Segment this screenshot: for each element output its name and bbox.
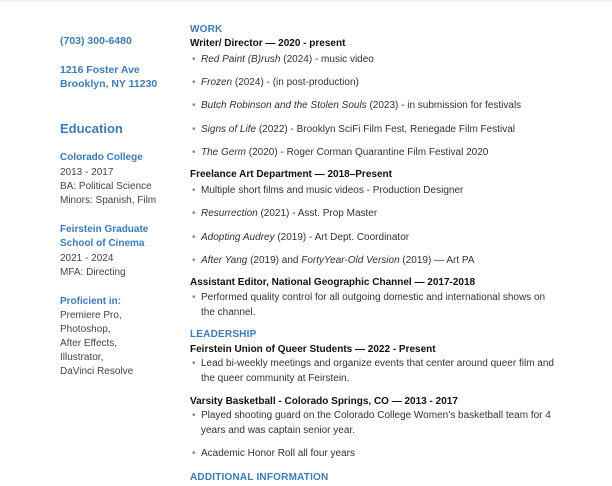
school-1-years: 2013 - 2017	[60, 167, 114, 178]
bullet-icon: •	[192, 124, 196, 135]
list-item: • Butch Robinson and the Stolen Souls (2023) - in submission for festivals	[190, 99, 560, 114]
education-heading: Education	[60, 121, 123, 136]
phone-number: (703) 300-6480	[60, 35, 132, 47]
work-heading: WORK	[190, 24, 223, 35]
bullet-icon: •	[192, 255, 196, 266]
address-line-2: Brooklyn, NY 11230	[60, 78, 158, 90]
school-2-name-line-2: School of Cinema	[60, 238, 145, 249]
list-item: • Resurrection (2021) - Asst. Prop Master	[190, 207, 560, 222]
list-item: • Academic Honor Roll all four years	[190, 447, 560, 462]
job-title: Writer/ Director — 2020 - present	[190, 38, 346, 49]
skill-item: Premiere Pro,	[60, 310, 122, 321]
bullet-icon: •	[192, 77, 196, 88]
leadership-heading: LEADERSHIP	[190, 329, 257, 340]
bullet-icon: •	[192, 54, 196, 65]
job-title: Freelance Art Department — 2018–Present	[190, 169, 392, 180]
school-2-years: 2021 - 2024	[60, 253, 114, 264]
bullet-icon: •	[192, 292, 196, 303]
school-1-degree: BA: Political Science	[60, 181, 152, 192]
bullet-icon: •	[192, 147, 196, 158]
job-title: Varsity Basketball - Colorado Springs, CO — 2013 - 2017	[190, 396, 458, 407]
list-item: • Red Paint (B)rush (2024) - music video	[190, 53, 560, 68]
bullet-icon: •	[192, 358, 196, 369]
page-top-border	[0, 0, 612, 2]
list-item: • Played shooting guard on the Colorado College Women’s basketball team for 4 years and was captain senior year.	[192, 410, 551, 436]
bullet-icon: •	[192, 448, 196, 459]
school-2-degree: MFA: Directing	[60, 267, 126, 278]
list-item: • Performed quality control for all outgoing domestic and international shows on the channel.	[192, 292, 546, 318]
bullet-icon: •	[192, 208, 196, 219]
bullet-icon: •	[192, 232, 196, 243]
address-line-1: 1216 Foster Ave	[60, 64, 140, 76]
school-1-name: Colorado College	[60, 152, 143, 163]
proficient-heading: Proficient in:	[60, 296, 122, 307]
skill-item: Photoshop,	[60, 324, 111, 335]
list-item: • Signs of Life (2022) - Brooklyn SciFi Film Fest, Renegade Film Festival	[190, 123, 560, 138]
skill-item: After Effects,	[60, 338, 118, 349]
skill-item: Illustrator,	[60, 352, 104, 363]
additional-info-heading: ADDITIONAL INFORMATION	[190, 472, 329, 483]
school-2-name-line-1: Feirstein Graduate	[60, 224, 149, 235]
bullet-icon: •	[192, 410, 196, 421]
list-item: • Frozen (2024) - (in post-production)	[190, 76, 560, 91]
bullet-icon: •	[192, 185, 196, 196]
list-item: • Lead bi-weekly meetings and organize events that center around queer film and the queer community at Feirstein.	[192, 358, 554, 384]
job-title: Assistant Editor, National Geographic Channel — 2017-2018	[190, 277, 476, 288]
list-item: • After Yang (2019) and FortyYear-Old Version (2019) — Art PA	[190, 254, 560, 269]
skill-item: DaVinci Resolve	[60, 366, 134, 377]
school-1-minors: Minors: Spanish, Film	[60, 195, 157, 206]
list-item: • Adopting Audrey (2019) - Art Dept. Coordinator	[190, 231, 560, 246]
job-title: Feirstein Union of Queer Students — 2022 - Present	[190, 344, 436, 355]
list-item: • Multiple short films and music videos - Production Designer	[190, 184, 560, 199]
bullet-icon: •	[192, 100, 196, 111]
list-item: • The Germ (2020) - Roger Corman Quarantine Film Festival 2020	[190, 146, 560, 161]
